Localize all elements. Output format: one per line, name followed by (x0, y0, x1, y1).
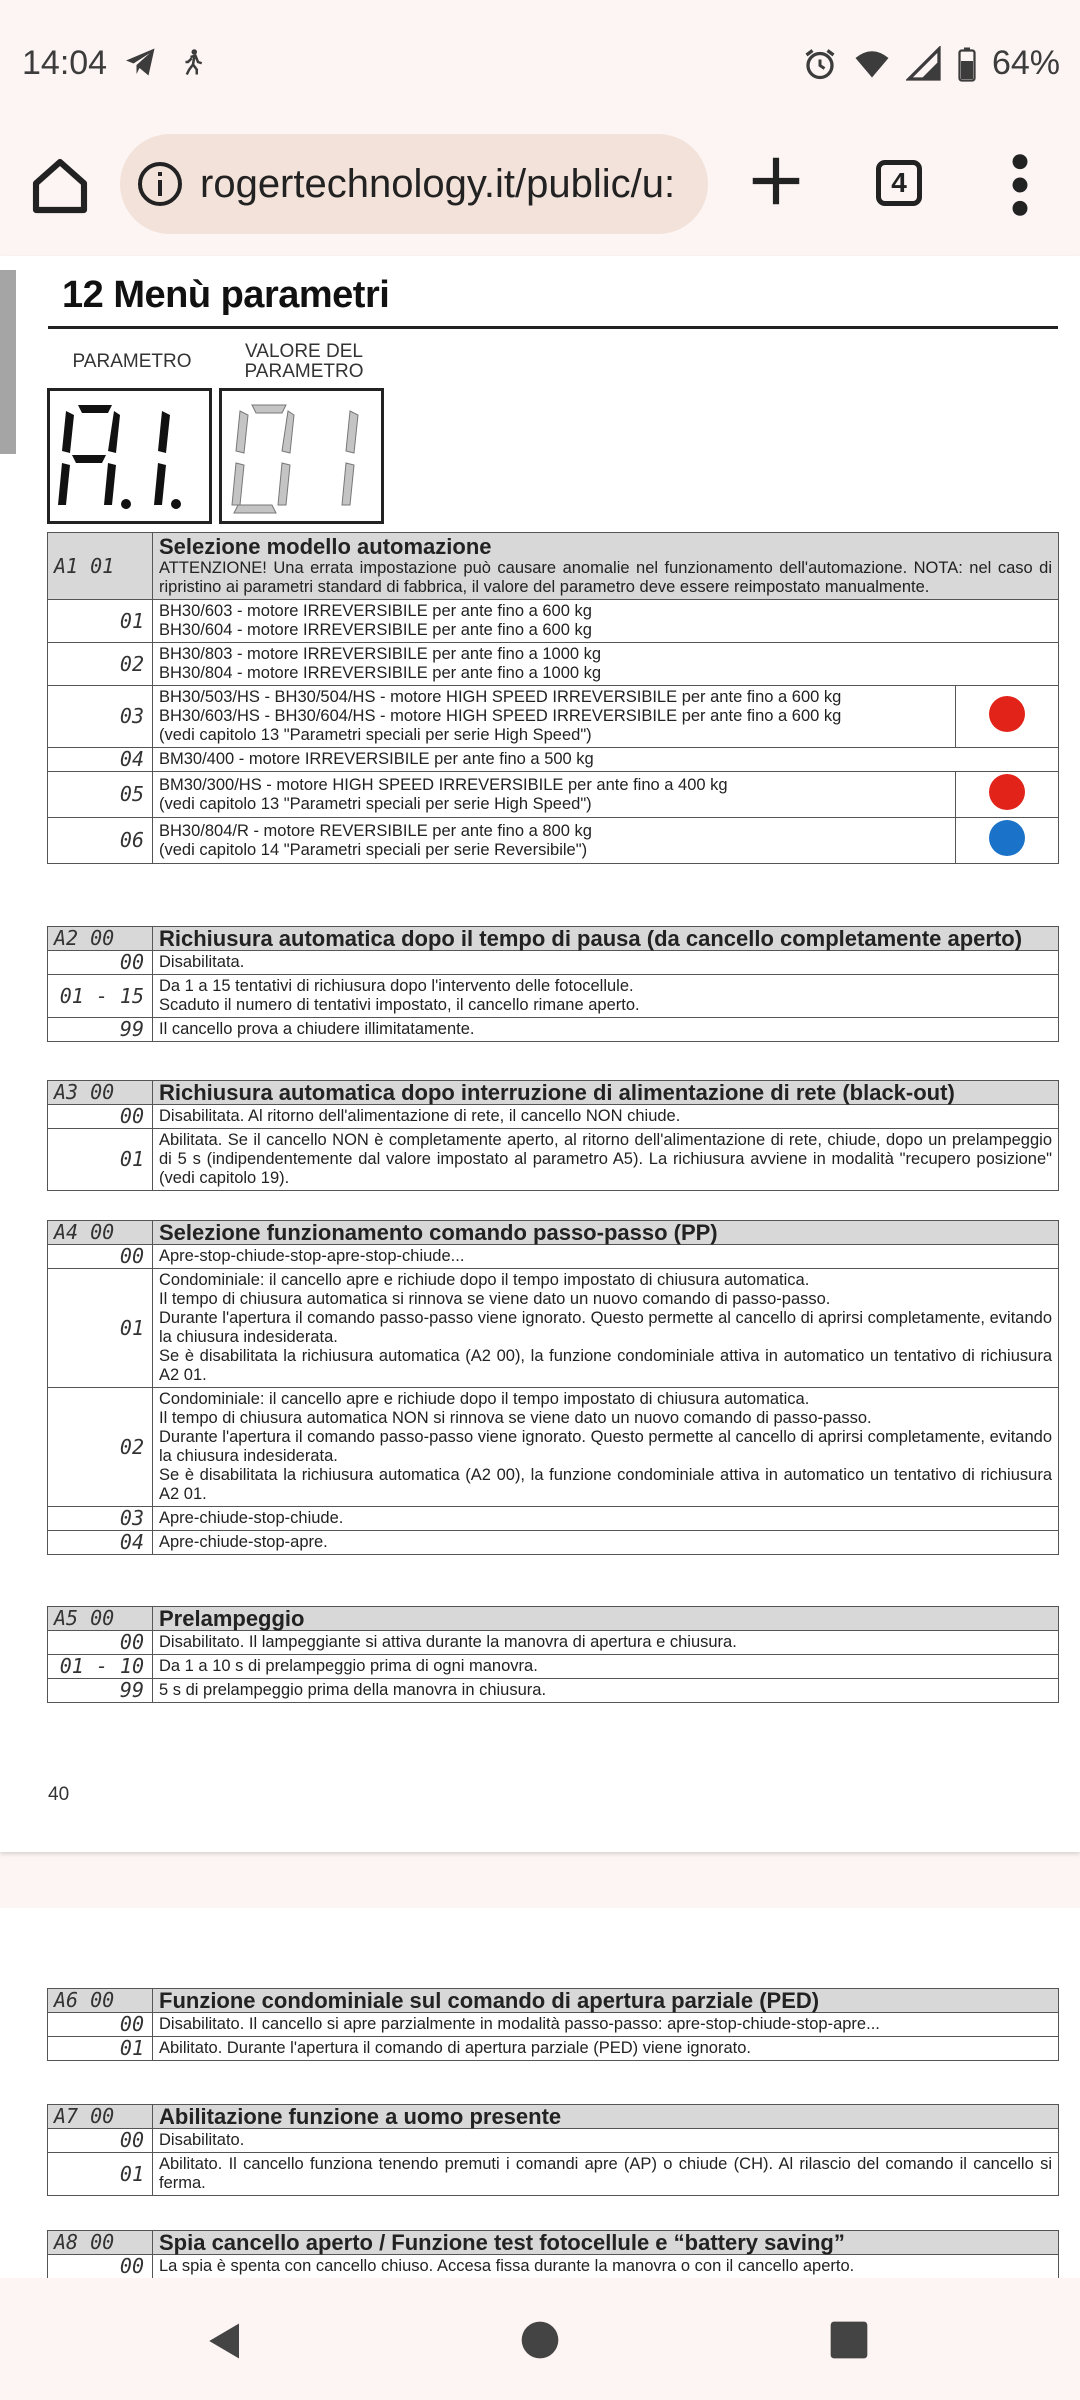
section-note: ATTENZIONE! Una errata impostazione può causare anomalie nel funzionamento dell'automazione. NOTA: nel caso di ripristino ai parametri standard di fabbrica, il valore del parametro deve essere reimpostato manualmente. (159, 559, 1052, 596)
value-code: 99 (48, 1679, 153, 1703)
value-desc: La spia è spenta con cancello chiuso. Accesa fissa durante la manovra o con il cancello aperto. (153, 2255, 1059, 2279)
address-bar[interactable] (120, 134, 708, 234)
param-code: A8 00 (48, 2231, 153, 2255)
value-code: 00 (48, 2255, 153, 2279)
table-row (48, 2037, 1059, 2061)
value-desc: Apre-chiude-stop-apre. (153, 1531, 1059, 1555)
value-code: 02 (48, 643, 153, 686)
table-a5 (47, 1606, 1059, 1703)
display-parametro-digits (50, 391, 209, 521)
section-header (48, 2231, 1059, 2255)
table-row (48, 772, 1059, 818)
value-code: 00 (48, 1105, 153, 1129)
back-icon[interactable] (204, 2318, 246, 2364)
table-row (48, 951, 1059, 975)
high-speed-icon (989, 774, 1025, 810)
recents-icon[interactable] (829, 2320, 869, 2360)
value-desc: BH30/803 - motore IRREVERSIBILE per ante fino a 1000 kg BH30/804 - motore IRREVERSIBILE per ante fino a 1000 kg (153, 643, 1059, 686)
display-valore-digits (222, 391, 381, 521)
value-code: 00 (48, 2129, 153, 2153)
value-desc: Apre-stop-chiude-stop-apre-stop-chiude... (153, 1245, 1059, 1269)
section-header (48, 927, 1059, 951)
table-row (48, 2129, 1059, 2153)
navigation-bar (0, 2280, 1080, 2400)
table-row (48, 600, 1059, 643)
table-a1 (47, 532, 1059, 864)
value-code: 01 - 10 (48, 1655, 153, 1679)
table-row (48, 748, 1059, 772)
value-desc: Da 1 a 15 tentativi di richiusura dopo l'intervento delle fotocellule. Scaduto il numero di tentativi impostato, il cancello rimane aperto. (153, 975, 1059, 1018)
value-desc: Da 1 a 10 s di prelampeggio prima di ogni manovra. (153, 1655, 1059, 1679)
param-code: A3 00 (48, 1081, 153, 1105)
table-row (48, 643, 1059, 686)
value-code: 01 - 15 (48, 975, 153, 1018)
value-desc: Condominiale: il cancello apre e richiude dopo il tempo impostato di chiusura automatica. Il tempo di chiusura automatica NON si rinnova se viene dato un nuovo comando di passo-passo. Durante l'apertura il comando passo-passo viene ignorato. Questo permette al cancello di aprirsi completamente, evitando la chiusura indesiderata. Se è disabilitata la richiusura automatica (A2 00), la funzione condominiale attiva in automatico un tentativo di richiusura A2 01. (153, 1388, 1059, 1507)
value-desc: Disabilitato. Il lampeggiante si attiva durante la manovra di apertura e chiusura. (153, 1631, 1059, 1655)
value-code: 01 (48, 600, 153, 643)
table-row (48, 1269, 1059, 1388)
section-title: Prelampeggio (153, 1607, 1059, 1631)
section-header (48, 1989, 1059, 2013)
home-icon[interactable] (28, 154, 92, 218)
status-bar (0, 0, 1080, 130)
reversible-icon (989, 820, 1025, 856)
table-row (48, 1655, 1059, 1679)
browser-toolbar (0, 130, 1080, 240)
value-desc: BH30/603 - motore IRREVERSIBILE per ante fino a 600 kg BH30/604 - motore IRREVERSIBILE per ante fino a 600 kg (153, 600, 1059, 643)
table-row (48, 2153, 1059, 2196)
value-code: 00 (48, 951, 153, 975)
param-code: A1 01 (48, 533, 153, 600)
table-a2 (47, 926, 1059, 1042)
section-title: Richiusura automatica dopo interruzione di alimentazione di rete (black-out) (153, 1081, 1059, 1105)
display-parametro (47, 388, 212, 524)
page-number: 40 (48, 1784, 70, 1805)
value-desc: BH30/503/HS - BH30/504/HS - motore HIGH SPEED IRREVERSIBILE per ante fino a 600 kg BH30/603/HS - BH30/604/HS - motore HIGH SPEED IRREVERSIBILE per ante fino a 600 kg (vedi capitolo 13 "Parametri speciali per serie High Speed") (153, 686, 956, 748)
section-header (48, 2105, 1059, 2129)
value-code: 01 (48, 1269, 153, 1388)
info-icon[interactable] (136, 160, 184, 208)
table-row (48, 1507, 1059, 1531)
value-desc: Disabilitato. (153, 2129, 1059, 2153)
table-row (48, 818, 1059, 864)
section-title: Funzione condominiale sul comando di apertura parziale (PED) (153, 1989, 1059, 2013)
side-tab-marker (0, 270, 16, 454)
section-title: Spia cancello aperto / Funzione test fotocellule e “battery saving” (153, 2231, 1059, 2255)
value-desc: BM30/400 - motore IRREVERSIBILE per ante fino a 500 kg (153, 748, 1059, 772)
table-a3 (47, 1080, 1059, 1191)
signal-icon (906, 46, 942, 82)
status-time: 14:04 (22, 44, 108, 82)
table-a4 (47, 1220, 1059, 1555)
value-desc: Abilitato. Il cancello funziona tenendo premuti i comandi apre (AP) o chiude (CH). Al rilascio del comando il cancello si ferma. (153, 2153, 1059, 2196)
param-code: A5 00 (48, 1607, 153, 1631)
chapter-title: 12 Menù parametri (62, 274, 390, 316)
table-row (48, 1245, 1059, 1269)
title-divider (48, 326, 1058, 329)
table-row (48, 686, 1059, 748)
section-header (48, 1607, 1059, 1631)
value-desc: Apre-chiude-stop-chiude. (153, 1507, 1059, 1531)
value-code: 00 (48, 1631, 153, 1655)
label-parametro: PARAMETRO (72, 351, 192, 372)
wifi-icon (852, 46, 892, 82)
section-title: Selezione funzionamento comando passo-passo (PP) (153, 1221, 1059, 1245)
section-title: Selezione modello automazione (159, 534, 492, 559)
section-title: Abilitazione funzione a uomo presente (153, 2105, 1059, 2129)
value-code: 04 (48, 748, 153, 772)
tab-switcher-button[interactable]: 4 (876, 160, 922, 206)
pdf-page-2[interactable] (0, 1908, 1080, 2278)
table-row (48, 1531, 1059, 1555)
value-code: 01 (48, 2153, 153, 2196)
new-tab-icon[interactable] (745, 150, 807, 212)
table-row (48, 975, 1059, 1018)
table-a6 (47, 1988, 1059, 2061)
param-code: A7 00 (48, 2105, 153, 2129)
value-code: 04 (48, 1531, 153, 1555)
table-a8 (47, 2230, 1059, 2278)
label-valore: VALORE DEL PARAMETRO (244, 341, 364, 382)
value-desc: Abilitato. Durante l'apertura il comando di apertura parziale (PED) viene ignorato. (153, 2037, 1059, 2061)
value-code: 01 (48, 1129, 153, 1191)
value-code: 00 (48, 2013, 153, 2037)
value-code: 05 (48, 772, 153, 818)
home-nav-icon[interactable] (520, 2320, 560, 2360)
value-code: 03 (48, 686, 153, 748)
value-desc: BH30/804/R - motore REVERSIBILE per ante fino a 800 kg (vedi capitolo 14 "Parametri speciali per serie Reversibile") (153, 818, 956, 864)
section-header (48, 1081, 1059, 1105)
value-code: 02 (48, 1388, 153, 1507)
param-code: A4 00 (48, 1221, 153, 1245)
value-desc: Disabilitato. Il cancello si apre parzialmente in modalità passo-passo: apre-stop-chiude-stop-apre... (153, 2013, 1059, 2037)
value-code: 99 (48, 1018, 153, 1042)
table-row (48, 1018, 1059, 1042)
url-text[interactable]: rogertechnology.it/public/u: (200, 161, 676, 206)
value-desc: 5 s di prelampeggio prima della manovra in chiusura. (153, 1679, 1059, 1703)
display-valore (219, 388, 384, 524)
walking-icon (178, 44, 208, 80)
value-desc: Il cancello prova a chiudere illimitatamente. (153, 1018, 1059, 1042)
alarm-icon (802, 46, 838, 82)
value-code: 01 (48, 2037, 153, 2061)
table-a7 (47, 2104, 1059, 2196)
value-desc: BM30/300/HS - motore HIGH SPEED IRREVERSIBILE per ante fino a 400 kg (vedi capitolo 13 "Parametri speciali per serie High Speed") (153, 772, 956, 818)
high-speed-icon (989, 696, 1025, 732)
section-header (48, 533, 1059, 600)
table-row (48, 1105, 1059, 1129)
section-header (48, 1221, 1059, 1245)
pdf-page-1[interactable] (0, 256, 1080, 1852)
telegram-icon (122, 44, 160, 80)
table-row (48, 2013, 1059, 2037)
param-code: A6 00 (48, 1989, 153, 2013)
value-desc: Disabilitata. (153, 951, 1059, 975)
table-row (48, 1388, 1059, 1507)
section-title: Richiusura automatica dopo il tempo di pausa (da cancello completamente aperto) (153, 927, 1059, 951)
battery-icon (956, 46, 978, 82)
table-row (48, 2255, 1059, 2279)
value-desc: Abilitata. Se il cancello NON è completamente aperto, al ritorno dell'alimentazione di rete, chiude, dopo un prelampeggio di 5 s (indipendentemente dal valore impostato al parametro A5). La richiusura avviene in modalità "recupero posizione" (vedi capitolo 19). (153, 1129, 1059, 1191)
table-row (48, 1631, 1059, 1655)
value-desc: Condominiale: il cancello apre e richiude dopo il tempo impostato di chiusura automatica. Il tempo di chiusura automatica si rinnova se viene dato un nuovo comando di passo-passo. Durante l'apertura il comando passo-passo viene ignorato. Questo permette al cancello di aprirsi completamente, evitando la chiusura indesiderata. Se è disabilitata la richiusura automatica (A2 00), la funzione condominiale attiva in automatico un tentativo di richiusura A2 01. (153, 1269, 1059, 1388)
param-code: A2 00 (48, 927, 153, 951)
value-desc: Disabilitata. Al ritorno dell'alimentazione di rete, il cancello NON chiude. (153, 1105, 1059, 1129)
value-code: 00 (48, 1245, 153, 1269)
table-row (48, 1679, 1059, 1703)
battery-percent: 64% (991, 44, 1060, 82)
more-menu-icon[interactable] (1005, 150, 1035, 220)
value-code: 06 (48, 818, 153, 864)
value-code: 03 (48, 1507, 153, 1531)
table-row (48, 1129, 1059, 1191)
